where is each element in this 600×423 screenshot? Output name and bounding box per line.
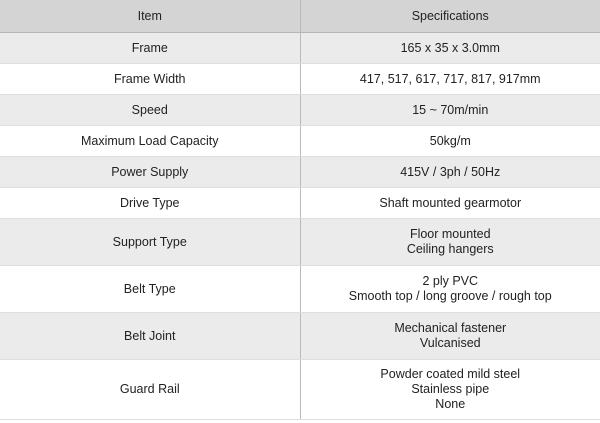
spec-line: 165 x 35 x 3.0mm [400, 40, 500, 55]
table-row [0, 33, 600, 64]
item-cell: Frame [0, 33, 300, 64]
spec-line: Ceiling hangers [406, 242, 494, 256]
item-cell: Guard Rail [0, 360, 300, 420]
spec-line: Mechanical fastener [394, 321, 507, 335]
item-cell: Belt Joint [0, 313, 300, 360]
spec-line: Shaft mounted gearmotor [379, 195, 522, 210]
spec-line: Stainless pipe [411, 382, 490, 396]
spec-line: None [435, 397, 466, 411]
header-item: Item [0, 0, 300, 33]
spec-cell [300, 313, 600, 360]
table-row [0, 219, 600, 266]
table-row [0, 313, 600, 360]
spec-cell [300, 157, 600, 188]
spec-cell [300, 33, 600, 64]
item-cell: Frame Width [0, 64, 300, 95]
table-row [0, 64, 600, 95]
table-row [0, 95, 600, 126]
spec-line: 15 ~ 70m/min [412, 102, 489, 117]
spec-cell [300, 188, 600, 219]
spec-cell [300, 266, 600, 313]
table-row [0, 360, 600, 420]
item-cell: Speed [0, 95, 300, 126]
table-row [0, 157, 600, 188]
header-specifications: Specifications [300, 0, 600, 33]
spec-line: 417, 517, 617, 717, 817, 917mm [359, 71, 541, 86]
spec-line: Vulcanised [419, 336, 481, 350]
spec-line: Floor mounted [409, 227, 491, 241]
item-cell: Support Type [0, 219, 300, 266]
spec-cell [300, 219, 600, 266]
item-cell: Drive Type [0, 188, 300, 219]
spec-line: 415V / 3ph / 50Hz [400, 164, 501, 179]
table-row [0, 126, 600, 157]
spec-line: Powder coated mild steel [380, 367, 521, 381]
table-row [0, 188, 600, 219]
table-row [0, 266, 600, 313]
spec-cell [300, 64, 600, 95]
item-cell: Maximum Load Capacity [0, 126, 300, 157]
spec-cell [300, 360, 600, 420]
spec-line: Smooth top / long groove / rough top [348, 289, 552, 303]
spec-line: 50kg/m [429, 133, 471, 148]
spec-cell [300, 126, 600, 157]
spec-line: 2 ply PVC [422, 274, 479, 288]
item-cell: Power Supply [0, 157, 300, 188]
item-cell: Belt Type [0, 266, 300, 313]
table-header-row [0, 0, 600, 33]
spec-cell [300, 95, 600, 126]
